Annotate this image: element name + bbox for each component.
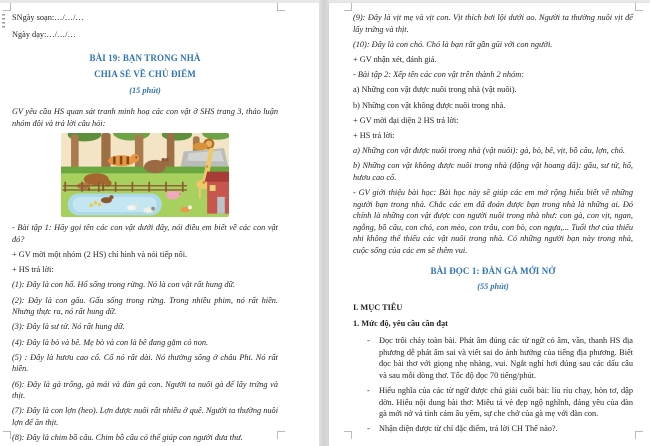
task2-option-b: b) Những con vật không được nuôi trong nhà. <box>353 100 506 110</box>
date-taught-line: Ngày dạy:…/…/… <box>12 30 76 40</box>
answer-7: (7): Đây là con lợn (heo). Lợn được nuôi rất nhiều ở quê. Người ta thường nuôi lợn để ăn thịt. <box>12 406 278 427</box>
objective-text: Nhận diện được từ chỉ đặc điểm, trả lời CH Thế nào?. <box>379 424 558 434</box>
bullet-dash: - <box>367 424 370 434</box>
answer-4: (4): Đây là bò và bê. Mẹ bò và con là bê đang gặm cỏ non. <box>12 337 209 347</box>
objective-text: Đọc trôi chảy toàn bài. Phát âm đúng các từ ngữ có âm, vần, thanh HS địa phương dễ phát âm sai và viết sai do ảnh hưởng của tiếng địa phương. Biết đọc bài thơ với giọng nhẹ nhàng, vui. Ngắt nghỉ hơi đúng sau các dấu câu và sau mỗi dòng thơ. Tốc độ đọc 70 tiếng/phút. <box>379 336 633 380</box>
document-page-left <box>0 3 321 446</box>
answer-group-a: a) Những con vật được nuôi trong nhà (vật nuôi): gà, bò, bê, vịt, bồ câu, lợn, chó. <box>353 146 625 156</box>
teacher-feedback-paragraph: + GV nhận xét, đánh giá. <box>353 54 437 64</box>
objectives-list <box>367 335 633 435</box>
lesson-title-block <box>12 52 278 97</box>
margin-crop-mark <box>635 3 643 11</box>
reading-duration: (55 phút) <box>477 282 509 292</box>
list-item <box>367 423 633 435</box>
animals-illustration-graphic <box>61 133 229 217</box>
bullet-dash: - <box>367 336 370 345</box>
margin-crop-mark <box>344 3 352 11</box>
task2-paragraph: - Bài tập 2: Xếp tên các con vật trên thành 2 nhóm: <box>353 70 524 80</box>
animals-illustration-image[interactable] <box>61 133 229 217</box>
answer-3: (3): Đây là sư tử. Nó rất hung dữ. <box>12 322 125 332</box>
answer-9: (9): Đây là vịt mẹ và vịt con. Vịt thích bơi lội dưới ao. Người ta thường nuôi vịt để lấy trứng và thịt. <box>353 13 633 34</box>
margin-crop-mark <box>277 3 285 11</box>
answer-10: (10): Đây là con chó. Chó là bạn rất gần gũi với con người. <box>353 39 553 49</box>
reading-title: BÀI ĐỌC 1: ĐÀN GÀ MỚI NỞ <box>430 265 556 276</box>
bullet-dash: - <box>367 385 370 395</box>
lesson-introduction-paragraph: - GV giới thiệu bài học: Bài học này sẽ giúp các em mở rộng hiểu biết về những người bạn trong nhà. Chắc các em đã đoán được bạn trong nhà là những ai. Đó chính là những con vật được con người nuôi trong nhà như: con gà, con vịt, ngan, ngỗng, bồ câu, con chó, con mèo, con trâu, con bò, con ngựa,... Tuổi thơ của thiếu nhi không thể thiếu các vật nuôi trong nhà. Có những người bạn này trong nhà, cuộc sống của các em sẽ thêm vui. <box>353 188 633 256</box>
margin-crop-mark <box>344 431 352 439</box>
answer-5: (5) : Đây là hươu cao cổ. Cổ nó rất dài. Nó thường sống ở châu Phi. Nó rất hiền. <box>12 352 278 374</box>
objective-text: Hiểu nghĩa của các từ ngữ được chú giải cuối bài: líu ríu chạy, hòn tơ, dập dờn. Hiểu nội dung bài thơ: Miêu tả vẻ đẹp ngộ nghĩnh, đáng yêu của đàn gà mới nở và tình cảm âu yếm, sự che chở của gà mẹ với đàn con. <box>379 385 633 419</box>
margin-crop-mark <box>635 431 643 439</box>
teacher-action-paragraph: + GV mời đại diện 2 HS trả lời: <box>353 115 459 125</box>
answer-2: (2): Đây là con gấu. Gấu sống trong rừng. Trong nhiều phim, nó rất hiền. Nhưng thực ra, nó rất hung dữ. <box>12 295 278 317</box>
subsection-heading-muc-do: 1. Mức độ, yêu cầu cần đạt <box>353 319 448 329</box>
document-page-right <box>329 3 650 446</box>
student-answer-label: + HS trả lời: <box>12 265 54 275</box>
paragraph-drag-handle-icon[interactable] <box>2 14 5 28</box>
margin-crop-mark <box>3 3 11 11</box>
answer-6: (6): Đây là gà trống, gà mái và đàn gà con. Người ta nuôi gà để lấy trứng và thịt. <box>12 379 278 401</box>
lesson-duration: (15 phút) <box>129 85 161 95</box>
answer-group-b: b) Những con vật không được nuôi trong nhà (động vật hoang dã): gấu, sư tử, hổ, hươu cao cổ. <box>353 161 633 182</box>
list-item <box>367 385 633 420</box>
task1-paragraph: - Bài tập 1: Hãy gọi tên các con vật dưới đây, nói điều em biết về các con vật đó? <box>12 223 278 244</box>
intro-paragraph: GV yêu cầu HS quan sát tranh minh hoạ các con vật ở SHS trang 3, thảo luận nhóm đôi và trả lời câu hỏi: <box>12 107 278 129</box>
answer-1: (1): Đây là con hổ. Hổ sống trong rừng. Nó là con vật rất hung dữ. <box>12 280 236 290</box>
lesson-subtitle: CHIA SẺ VỀ CHỦ ĐIỂM <box>94 69 196 80</box>
reading-title-block <box>353 265 633 293</box>
date-prepared-line: SNgày soạn:…/…/… <box>12 13 84 22</box>
teacher-action-paragraph: + GV mời một nhóm (2 HS) chỉ hình và nói tiếp nối. <box>12 250 188 260</box>
task2-option-a: a) Những con vật được nuôi trong nhà (vật nuôi). <box>353 85 517 95</box>
answer-8: (8): Đây là chim bồ câu. Chim bồ câu có thể giúp con người đưa thư. <box>12 433 243 443</box>
right-page-content <box>353 12 633 439</box>
list-item <box>367 335 633 381</box>
section-heading-muc-tieu: I. MỤC TIÊU <box>353 302 403 312</box>
student-answer-label: + HS trả lời: <box>353 130 395 140</box>
margin-crop-mark <box>277 431 285 439</box>
page-gap <box>319 0 329 446</box>
margin-crop-mark <box>3 431 11 439</box>
left-page-content <box>12 12 278 446</box>
lesson-title: BÀI 19: BẠN TRONG NHÀ <box>89 52 201 63</box>
